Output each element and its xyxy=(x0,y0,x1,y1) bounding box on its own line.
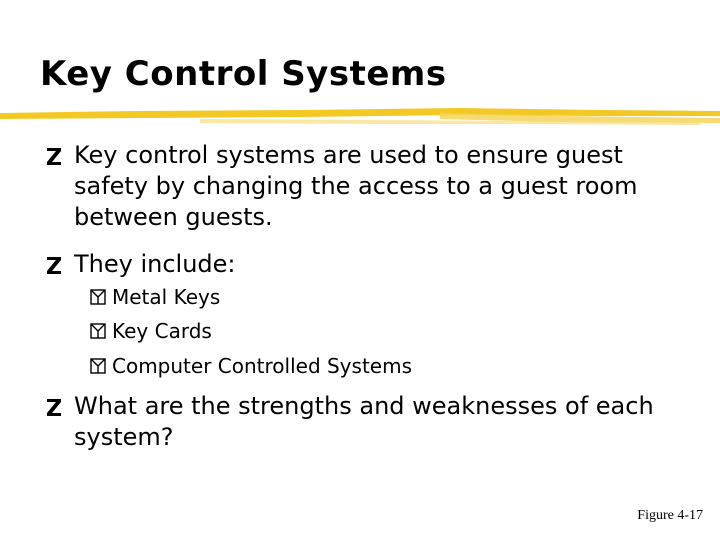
sub-bullet-item-1 xyxy=(90,284,220,310)
title-underline xyxy=(0,104,720,134)
z-bullet-icon xyxy=(44,254,64,276)
y-box-bullet-icon xyxy=(90,323,106,339)
bullet-text: They include: xyxy=(74,250,236,278)
bullet-item-3 xyxy=(44,391,694,453)
sub-bullet-item-2 xyxy=(90,318,212,344)
sub-bullet-item-3 xyxy=(90,353,412,379)
slide-title: Key Control Systems xyxy=(40,54,447,94)
figure-label: Figure 4-17 xyxy=(637,508,703,523)
bullet-item-1 xyxy=(44,140,684,233)
z-bullet-icon xyxy=(44,396,64,418)
bullet-item-2 xyxy=(44,249,684,280)
sub-bullet-text: Metal Keys xyxy=(112,285,221,309)
bullet-text: Key control systems are used to ensure guest safety by changing the access to a guest room between guests. xyxy=(74,141,638,231)
z-bullet-icon xyxy=(44,145,64,167)
y-box-bullet-icon xyxy=(90,358,106,374)
y-box-bullet-icon xyxy=(90,289,106,305)
sub-bullet-text: Computer Controlled Systems xyxy=(112,354,412,378)
sub-bullet-text: Key Cards xyxy=(112,319,212,343)
bullet-text: What are the strengths and weaknesses of each system? xyxy=(74,392,654,451)
